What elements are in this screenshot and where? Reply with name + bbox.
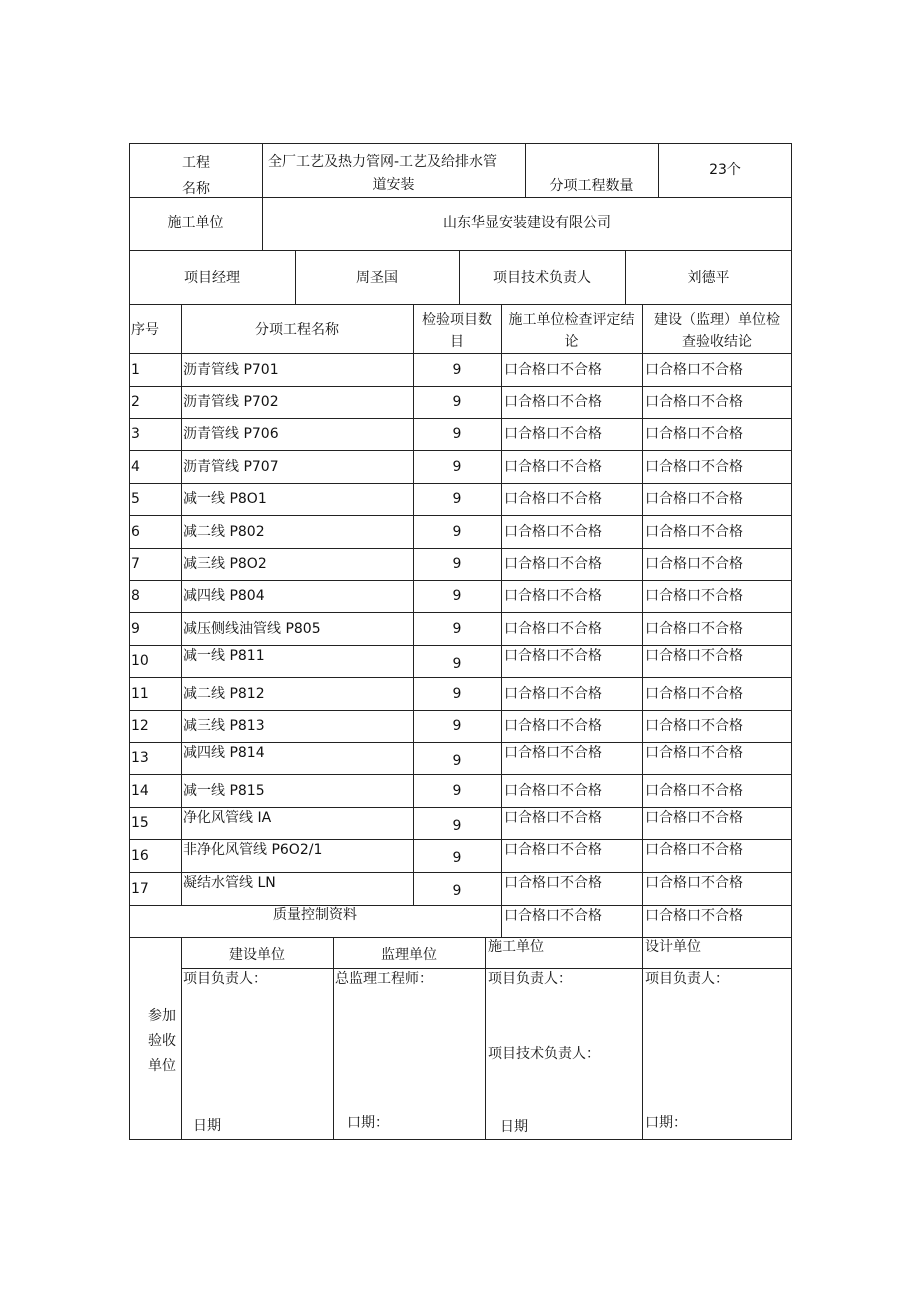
pm-value: 周圣国 — [356, 270, 398, 286]
row-subitem-name: 沥青管线 P701 — [183, 362, 279, 378]
subitem-count-label: 分项工程数量 — [549, 178, 634, 194]
contractor-signature-field[interactable]: 项目负责人： — [488, 971, 572, 987]
col-supervisor-header: 建设（监理）单位检 — [654, 312, 780, 328]
supervisor-signature-field[interactable]: 总监理工程师： — [335, 971, 433, 987]
row-contractor-result[interactable]: 口合格口不合格 — [504, 875, 602, 891]
designer-signature-field[interactable]: 项目负责人： — [645, 971, 729, 987]
row-contractor-result[interactable]: 口合格口不合格 — [504, 394, 602, 410]
row-supervisor-result[interactable]: 口合格口不合格 — [645, 783, 743, 799]
row-inspection-count: 9 — [452, 783, 462, 799]
row-supervisor-result[interactable]: 口合格口不合格 — [645, 686, 743, 702]
side-label-line: 单位 — [148, 1058, 176, 1074]
row-supervisor-result[interactable]: 口合格口不合格 — [645, 394, 743, 410]
designer-date-field[interactable]: 口期： — [645, 1115, 687, 1131]
designer-heading: 设计单位 — [645, 939, 701, 955]
row-supervisor-result[interactable]: 口合格口不合格 — [645, 648, 743, 664]
row-inspection-count: 9 — [452, 686, 462, 702]
row-seq: 1 — [131, 362, 140, 378]
contractor-tech-signature-field[interactable]: 项目技术负责人： — [488, 1046, 600, 1062]
row-seq: 11 — [131, 686, 149, 702]
row-inspection-count: 9 — [452, 718, 462, 734]
row-seq: 6 — [131, 524, 140, 540]
row-subitem-name: 减二线 P802 — [183, 524, 265, 540]
row-contractor-result[interactable]: 口合格口不合格 — [504, 810, 602, 826]
row-seq: 8 — [131, 588, 140, 604]
row-contractor-result[interactable]: 口合格口不合格 — [504, 686, 602, 702]
row-contractor-result[interactable]: 口合格口不合格 — [504, 459, 602, 475]
row-supervisor-result[interactable]: 口合格口不合格 — [645, 875, 743, 891]
row-seq: 9 — [131, 621, 140, 637]
row-contractor-result[interactable]: 口合格口不合格 — [504, 648, 602, 664]
row-contractor-result[interactable]: 口合格口不合格 — [504, 491, 602, 507]
row-contractor-result[interactable]: 口合格口不合格 — [504, 718, 602, 734]
col-contractor-header-cont: 论 — [564, 334, 579, 350]
owner-date-field[interactable]: 日期 — [193, 1118, 221, 1134]
row-inspection-count: 9 — [452, 459, 462, 475]
row-seq: 13 — [131, 750, 149, 766]
row-subitem-name: 非净化风管线 P6O2/1 — [183, 842, 323, 858]
row-supervisor-result[interactable]: 口合格口不合格 — [645, 842, 743, 858]
row-subitem-name: 减一线 P815 — [183, 783, 265, 799]
row-contractor-result[interactable]: 口合格口不合格 — [504, 745, 602, 761]
row-subitem-name: 凝结水管线 LN — [183, 875, 276, 891]
row-seq: 10 — [131, 653, 149, 669]
supervisor-heading: 监理单位 — [381, 947, 437, 963]
col-seq-header: 序号 — [131, 322, 159, 338]
row-subitem-name: 减二线 P812 — [183, 686, 265, 702]
row-subitem-name: 沥青管线 P706 — [183, 426, 279, 442]
row-subitem-name: 减一线 P811 — [183, 648, 265, 664]
row-contractor-result[interactable]: 口合格口不合格 — [504, 556, 602, 572]
row-supervisor-result[interactable]: 口合格口不合格 — [645, 810, 743, 826]
pm-label: 项目经理 — [184, 270, 240, 286]
row-seq: 14 — [131, 783, 149, 799]
owner-signature-field[interactable]: 项目负责人： — [183, 971, 267, 987]
project-name-value-cont: 道安装 — [372, 177, 415, 193]
row-seq: 4 — [131, 459, 140, 475]
qc-contractor-result: 口合格口不合格 — [504, 908, 602, 924]
row-supervisor-result[interactable]: 口合格口不合格 — [645, 524, 743, 540]
row-supervisor-result[interactable]: 口合格口不合格 — [645, 426, 743, 442]
row-subitem-name: 沥青管线 P707 — [183, 459, 279, 475]
row-subitem-name: 减压侧线油管线 P805 — [183, 621, 321, 637]
project-name-value: 全厂工艺及热力管网-工艺及给排水管 — [268, 154, 498, 170]
form-border — [129, 143, 792, 1140]
row-contractor-result[interactable]: 口合格口不合格 — [504, 362, 602, 378]
row-inspection-count: 9 — [452, 426, 462, 442]
col-name-header: 分项工程名称 — [255, 322, 339, 338]
supervisor-date-field[interactable]: 口期： — [347, 1115, 389, 1131]
row-seq: 7 — [131, 556, 140, 572]
row-supervisor-result[interactable]: 口合格口不合格 — [645, 459, 743, 475]
row-inspection-count: 9 — [452, 621, 462, 637]
contractor-value: 山东华显安装建设有限公司 — [443, 215, 611, 231]
tech-lead-value: 刘德平 — [687, 270, 730, 286]
row-supervisor-result[interactable]: 口合格口不合格 — [645, 588, 743, 604]
side-label-line: 参加 — [148, 1008, 176, 1024]
subitem-count-value: 23个 — [709, 162, 741, 178]
row-seq: 2 — [131, 394, 140, 410]
col-supervisor-header-cont: 查验收结论 — [682, 334, 752, 350]
row-supervisor-result[interactable]: 口合格口不合格 — [645, 745, 743, 761]
row-inspection-count: 9 — [452, 753, 462, 769]
signoff-side-label — [140, 1004, 184, 1079]
row-inspection-count: 9 — [452, 818, 462, 834]
tech-lead-label: 项目技术负责人 — [493, 270, 591, 286]
contractor-heading: 施工单位 — [488, 939, 544, 955]
row-seq: 5 — [131, 491, 140, 507]
row-subitem-name: 减三线 P813 — [183, 718, 265, 734]
contractor-label: 施工单位 — [167, 215, 224, 231]
row-contractor-result[interactable]: 口合格口不合格 — [504, 783, 602, 799]
row-inspection-count: 9 — [452, 524, 462, 540]
row-inspection-count: 9 — [452, 491, 462, 507]
row-contractor-result[interactable]: 口合格口不合格 — [504, 621, 602, 637]
col-count-header-cont: 目 — [450, 334, 464, 350]
row-seq: 12 — [131, 718, 149, 734]
row-subitem-name: 沥青管线 P702 — [183, 394, 279, 410]
row-seq: 17 — [131, 881, 149, 897]
row-inspection-count: 9 — [452, 656, 462, 672]
row-inspection-count: 9 — [452, 883, 462, 899]
qc-label: 质量控制资料 — [273, 907, 357, 923]
col-count-header: 检验项目数 — [422, 312, 492, 328]
row-supervisor-result[interactable]: 口合格口不合格 — [645, 556, 743, 572]
col-contractor-header: 施工单位检查评定结 — [508, 312, 635, 328]
row-contractor-result[interactable]: 口合格口不合格 — [504, 524, 602, 540]
row-subitem-name: 减三线 P8O2 — [183, 556, 267, 572]
row-inspection-count: 9 — [452, 588, 462, 604]
contractor-date-field[interactable]: 日期 — [500, 1119, 528, 1135]
row-subitem-name: 净化风管线 IA — [183, 810, 272, 826]
project-name-label: 工程 名称 — [182, 155, 210, 197]
row-inspection-count: 9 — [452, 850, 462, 866]
row-supervisor-result[interactable]: 口合格口不合格 — [645, 491, 743, 507]
row-inspection-count: 9 — [452, 556, 462, 572]
row-supervisor-result[interactable]: 口合格口不合格 — [645, 362, 743, 378]
row-subitem-name: 减四线 P814 — [183, 745, 265, 761]
row-seq: 3 — [131, 426, 140, 442]
side-label-line: 验收 — [148, 1033, 176, 1049]
row-subitem-name: 减四线 P804 — [183, 588, 265, 604]
row-subitem-name: 减一线 P8O1 — [183, 491, 267, 507]
row-contractor-result[interactable]: 口合格口不合格 — [504, 842, 602, 858]
row-seq: 15 — [131, 815, 149, 831]
row-contractor-result[interactable]: 口合格口不合格 — [504, 588, 602, 604]
row-inspection-count: 9 — [452, 394, 462, 410]
row-supervisor-result[interactable]: 口合格口不合格 — [645, 718, 743, 734]
row-contractor-result[interactable]: 口合格口不合格 — [504, 426, 602, 442]
row-inspection-count: 9 — [452, 362, 462, 378]
qc-supervisor-result: 口合格口不合格 — [645, 908, 743, 924]
row-supervisor-result[interactable]: 口合格口不合格 — [645, 621, 743, 637]
owner-heading: 建设单位 — [229, 947, 285, 963]
row-seq: 16 — [131, 848, 149, 864]
